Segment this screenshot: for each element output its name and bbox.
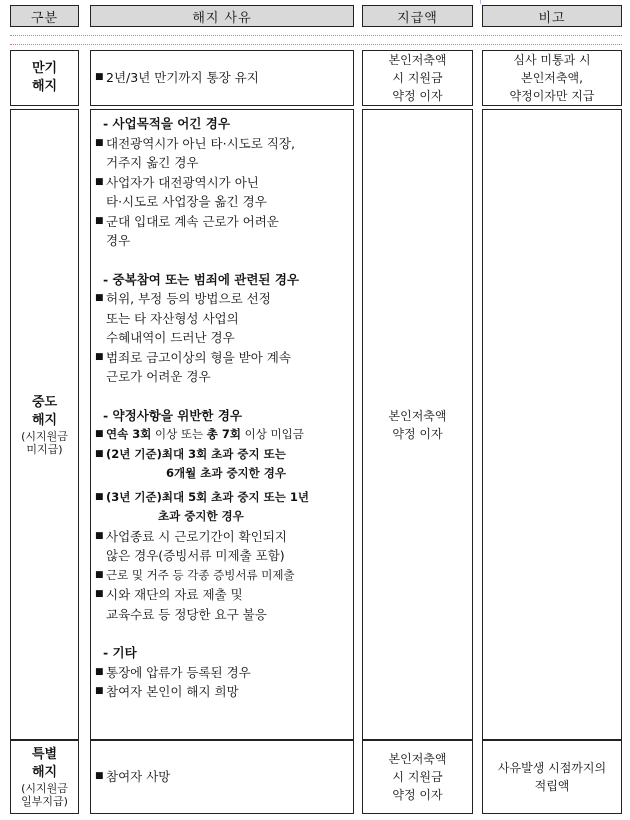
maturity-reason-text: 2년/3년 만기까지 통장 유지	[106, 70, 259, 86]
line: 교육수료 등 정당한 요구 불응	[106, 606, 267, 622]
midterm-reason	[90, 109, 354, 740]
maturity-category-line2: 해지	[31, 79, 58, 94]
line: (2년 기준)최대 3회 초과 중지 또는	[106, 446, 286, 461]
square-bullet-icon: ■	[95, 589, 104, 599]
header-payment	[362, 5, 473, 27]
midterm-payment-line: 본인저축액	[388, 408, 447, 423]
square-bullet-icon: ■	[95, 429, 104, 439]
header-reason	[90, 5, 354, 27]
list-item-text: 근로 및 거주 등 각종 증빙서류 미제출	[106, 567, 295, 582]
list-item	[95, 682, 347, 702]
square-bullet-icon: ■	[95, 137, 104, 148]
list-item-text	[106, 173, 267, 212]
maturity-note-line: 심사 미통과 시	[513, 53, 591, 67]
text: 이상 또는	[151, 427, 207, 441]
maturity-payment-line: 시 지원금	[392, 71, 443, 85]
square-bullet-icon: ■	[95, 666, 104, 677]
midterm-category-sub: (시지원금	[21, 429, 68, 443]
list-item	[95, 767, 170, 787]
list-item-text	[106, 212, 279, 251]
dotted-divider	[10, 35, 622, 36]
section-title: - 기타	[103, 645, 137, 660]
header-note-label: 비고	[538, 10, 566, 26]
line: 또는 타 자산형성 사업의	[106, 310, 239, 326]
list-item-text	[106, 488, 309, 527]
line: 수혜내역이 드러난 경우	[106, 330, 235, 345]
spacer	[95, 251, 347, 270]
midterm-note	[482, 109, 622, 740]
line: 범죄로 금고이상의 형을 받아 계속	[106, 349, 291, 365]
list-item-text	[106, 445, 286, 484]
list-item	[95, 527, 347, 566]
square-bullet-icon: ■	[95, 176, 104, 187]
midterm-category-sub: 미지급)	[26, 442, 63, 456]
header-category-label: 구분	[30, 10, 59, 26]
maturity-note-line: 약정이자만 지급	[509, 89, 595, 103]
special-payment-line: 본인저축액	[388, 752, 447, 766]
list-item	[95, 212, 347, 251]
list-item	[95, 488, 347, 527]
line: 사업자가 대전광역시가 아닌	[106, 174, 259, 190]
list-item-text	[106, 585, 267, 624]
list-item	[95, 348, 347, 387]
line: 군대 입대로 계속 근로가 어려운	[106, 213, 279, 229]
list-item-text	[106, 289, 271, 348]
list-item-text	[106, 134, 295, 173]
maturity-category	[10, 50, 79, 106]
midterm-category	[10, 109, 79, 740]
maturity-payment	[362, 50, 473, 106]
list-item-text	[106, 527, 287, 566]
special-category-line1: 특별	[31, 747, 58, 762]
dotted-divider	[10, 44, 622, 45]
line: 경우	[106, 233, 131, 248]
square-bullet-icon: ■	[95, 771, 104, 782]
line: (3년 기준)최대 5회 초과 중지 또는 1년	[106, 489, 309, 504]
special-note	[482, 740, 622, 814]
line: 사업종료 시 근로기간이 확인되지	[106, 528, 287, 544]
header-category	[10, 5, 79, 27]
midterm-category-line2: 해지	[31, 412, 58, 428]
list-item	[95, 663, 347, 683]
special-reason-text: 참여자 사망	[106, 769, 171, 785]
maturity-category-line1: 만기	[31, 61, 58, 76]
line: 않은 경우(증빙서류 미제출 포함)	[106, 548, 285, 563]
special-category	[10, 740, 79, 814]
midterm-payment-line: 약정 이자	[392, 426, 443, 441]
special-category-sub: 일부지급)	[21, 795, 68, 808]
line: 대전광역시가 아닌 타·시도로 직장,	[106, 135, 295, 151]
square-bullet-icon: ■	[95, 491, 104, 502]
maturity-note-line: 본인저축액,	[521, 71, 583, 85]
list-item	[95, 445, 347, 484]
midterm-reason-body	[91, 110, 353, 702]
section-title: - 사업목적을 어긴 경우	[103, 116, 230, 131]
spacer	[95, 624, 347, 643]
midterm-payment	[362, 109, 473, 740]
line: 거주지 옮긴 경우	[106, 155, 199, 170]
square-bullet-icon: ■	[95, 569, 104, 580]
list-item	[95, 425, 347, 445]
maturity-note	[482, 50, 622, 106]
square-bullet-icon: ■	[95, 293, 104, 303]
list-item-text: 통장에 압류가 등록된 경우	[106, 664, 251, 680]
maturity-reason-body	[91, 68, 265, 88]
header-note	[482, 5, 622, 27]
header-payment-label: 지급액	[397, 10, 438, 26]
special-reason-body	[91, 767, 176, 787]
square-bullet-icon: ■	[95, 351, 104, 362]
special-payment-line: 시 지원금	[392, 770, 443, 784]
line: 6개월 초과 중지한 경우	[166, 466, 286, 480]
square-bullet-icon: ■	[95, 530, 104, 541]
emphasis: 총 7회	[206, 427, 241, 441]
list-item	[95, 68, 259, 88]
section-title: - 중복참여 또는 범죄에 관련된 경우	[103, 271, 299, 287]
header-reason-label: 해지 사유	[192, 10, 252, 26]
special-category-sub: (시지원금	[21, 782, 68, 795]
special-category-line2: 해지	[31, 765, 58, 780]
special-payment	[362, 740, 473, 814]
line: 시와 재단의 자료 제출 및	[106, 587, 243, 602]
emphasis: 연속 3회	[106, 427, 152, 441]
list-item-text	[106, 348, 291, 387]
midterm-category-line1: 중도	[31, 394, 58, 410]
line: 타·시도로 사업장을 옮긴 경우	[106, 194, 267, 209]
square-bullet-icon: ■	[95, 215, 104, 226]
list-item	[95, 173, 347, 212]
special-reason	[90, 740, 354, 814]
special-note-line: 적립액	[534, 779, 570, 793]
square-bullet-icon: ■	[95, 686, 104, 696]
square-bullet-icon: ■	[95, 448, 104, 459]
line: 허위, 부정 등의 방법으로 선정	[106, 291, 271, 306]
list-item	[95, 585, 347, 624]
maturity-payment-line: 본인저축액	[388, 53, 447, 67]
section-title: - 약정사항을 위반한 경우	[103, 407, 242, 423]
maturity-payment-line: 약정 이자	[392, 89, 443, 103]
cursor-tick	[480, 0, 481, 4]
special-payment-line: 약정 이자	[392, 788, 443, 802]
maturity-reason	[90, 50, 354, 106]
list-item	[95, 566, 347, 586]
square-bullet-icon: ■	[95, 72, 104, 83]
list-item-text: 참여자 본인이 해지 희망	[106, 684, 239, 699]
line: 근로가 어려운 경우	[106, 369, 211, 384]
list-item	[95, 289, 347, 348]
spacer	[95, 387, 347, 406]
list-item	[95, 134, 347, 173]
line: 초과 중지한 경우	[158, 509, 244, 523]
text: 이상 미입금	[240, 427, 304, 441]
list-item-text	[106, 425, 304, 445]
special-note-line: 사유발생 시점까지의	[497, 761, 607, 775]
